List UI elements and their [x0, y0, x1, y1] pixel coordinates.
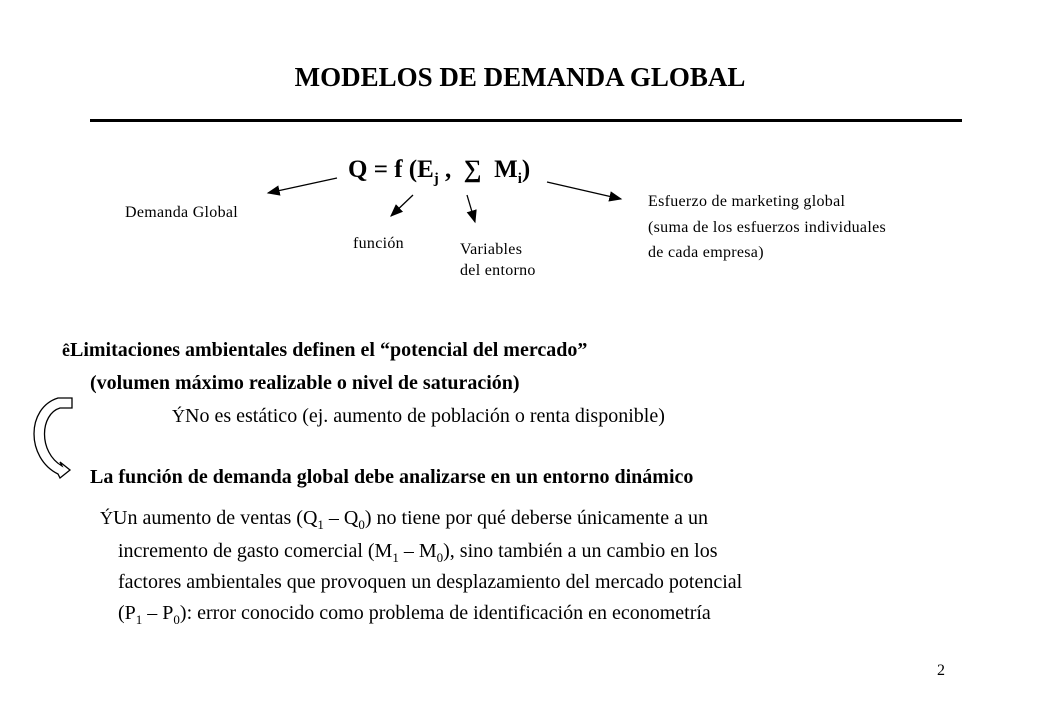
demand-formula: Q = f ($E_j$ , ∑ $M_i$): [348, 156, 531, 187]
label-esfuerzo-1: Esfuerzo de marketing global: [648, 193, 846, 210]
section2-line4: $(P_1 - P_0)$: error conocido como problema de identificación en econometría: [118, 602, 711, 627]
arrow-bullet-icon: Ý: [172, 406, 185, 426]
label-funcion: función: [353, 235, 404, 252]
label-esfuerzo-2: (suma de los esfuerzos individuales: [648, 219, 886, 236]
arrow-down-bullet-icon: ê: [62, 340, 70, 360]
section1-line1: êLimitaciones ambientales definen el “potencial del mercado”: [62, 339, 588, 361]
arrow-esfuerzo: [547, 182, 621, 199]
arrow-demanda: [268, 178, 337, 193]
label-esfuerzo-3: de cada empresa): [648, 244, 764, 261]
label-demanda-global: Demanda Global: [125, 204, 239, 221]
section2-line3: factores ambientales que provoquen un desplazamiento del mercado potencial: [118, 571, 743, 593]
section1-line2: (volumen máximo realizable o nivel de saturación): [90, 372, 520, 394]
arrow-variables: [467, 195, 475, 222]
label-variables-2: del entorno: [460, 262, 536, 279]
label-variables-1: Variables: [460, 241, 523, 258]
section2-line2: incremento de gasto comercial $(M_1 - M_0)$, sino también a un cambio en los: [118, 540, 718, 565]
section2-heading: La función de demanda global debe analizarse en un entorno dinámico: [90, 466, 694, 488]
section1-sub: ÝNo es estático (ej. aumento de población o renta disponible): [172, 405, 665, 427]
page-number: 2: [937, 662, 945, 679]
arrow-funcion: [391, 195, 413, 216]
flow-curve-arrow: [34, 398, 72, 478]
section2-line1: ÝUn aumento de ventas $(Q_1 - Q_0)$ no tiene por qué deberse únicamente a un: [100, 507, 709, 532]
page-title: MODELOS DE DEMANDA GLOBAL: [294, 62, 746, 92]
arrow-bullet-icon: Ý: [100, 508, 113, 528]
